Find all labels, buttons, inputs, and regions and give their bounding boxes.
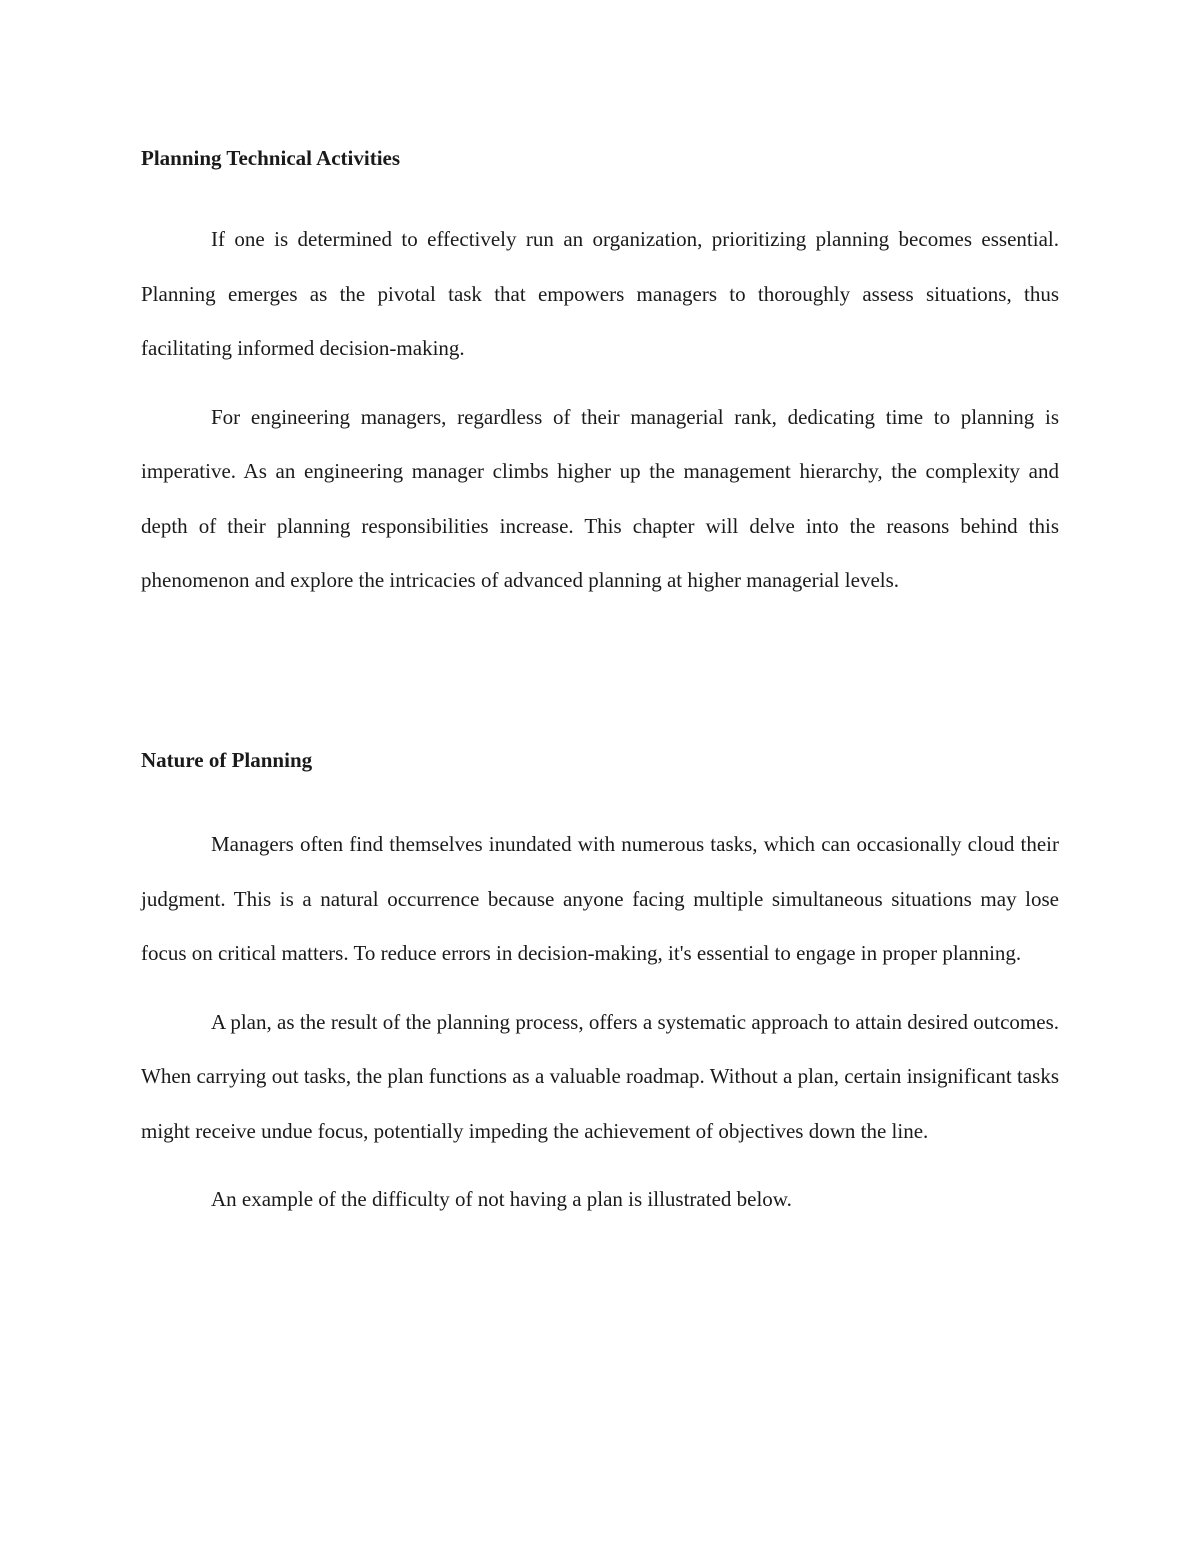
paragraph: For engineering managers, regardless of their managerial rank, dedicating time to planning is imperative. As an engineering manager climbs higher up the management hierarchy, the complexity and depth of their planning responsibilities increase. This chapter will delve into the reasons behind this phenomenon and explore the intricacies of advanced planning at higher managerial levels. <box>141 404 1059 592</box>
section-nature-of-planning <box>141 746 1059 1227</box>
paragraph: An example of the difficulty of not having a plan is illustrated below. <box>211 1187 792 1211</box>
section-heading: Planning Technical Activities <box>141 146 401 170</box>
section-heading: Nature of Planning <box>141 748 313 772</box>
paragraph: Managers often find themselves inundated with numerous tasks, which can occasionally cloud their judgment. This is a natural occurrence because anyone facing multiple simultaneous situations may lose focus on critical matters. To reduce errors in decision-making, it's essential to engage in proper planning. <box>141 832 1059 965</box>
paragraph: If one is determined to effectively run an organization, prioritizing planning becomes essential. Planning emerges as the pivotal task that empowers managers to thoroughly assess situations, thus facilitating informed decision-making. <box>141 227 1059 360</box>
section-planning-technical-activities <box>141 144 1059 608</box>
paragraph: A plan, as the result of the planning process, offers a systematic approach to attain desired outcomes. When carrying out tasks, the plan functions as a valuable roadmap. Without a plan, certain insignificant tasks might receive undue focus, potentially impeding the achievement of objectives down the line. <box>141 1009 1059 1143</box>
